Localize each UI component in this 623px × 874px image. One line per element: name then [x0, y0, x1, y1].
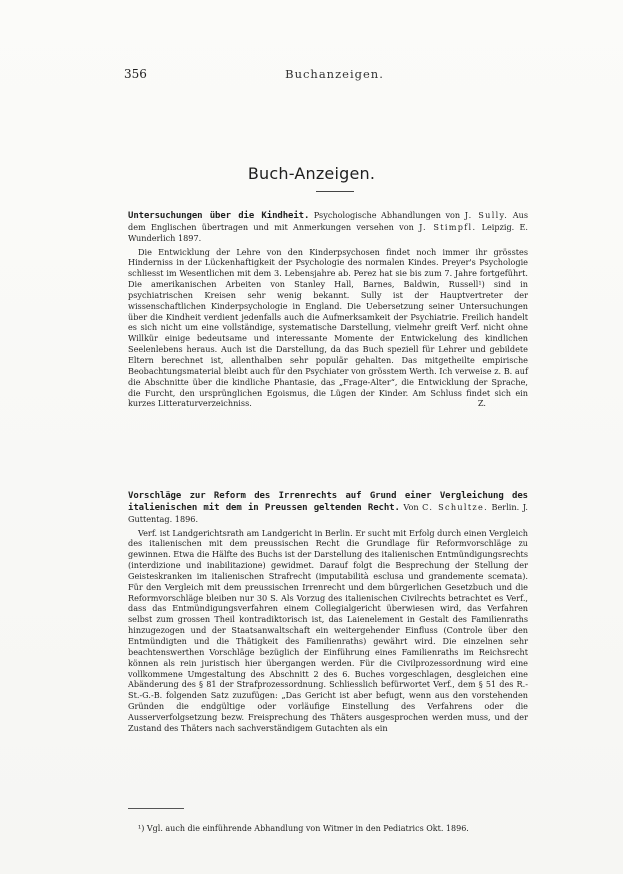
author-name: J. Sully. — [464, 210, 509, 220]
footnote-marker: ¹) — [138, 824, 145, 833]
citation-text: Aus dem Englischen übertragen und mit Anmerkungen versehen von — [128, 210, 528, 232]
reviewer-signature: Z. — [477, 398, 486, 409]
running-title: Buchanzeigen. — [285, 67, 384, 81]
review-heading — [128, 210, 528, 244]
citation-text: Psychologische Abhandlungen von — [309, 210, 465, 220]
section-title: Buch-Anzeigen. — [247, 164, 376, 183]
footnote-text: Vgl. auch die einführende Abhandlung von Witmer in den Pediatrics Okt. 1896. — [144, 824, 469, 833]
footnote-divider — [128, 808, 184, 809]
footnote — [138, 823, 528, 834]
citation-publisher: Leipzig. E. Wunderlich 1897. — [128, 221, 528, 243]
book-title: Vorschläge zur Reform des Irrenrechts auf Grund einer Vergleichung des italienischen mit dem in Preussen geltenden Recht. — [128, 491, 528, 513]
translator-name: J. Stimpfl. — [419, 221, 477, 232]
review-body: Die Entwicklung der Lehre von den Kinderpsychosen findet noch immer ihr grösstes Hinderniss in der Lückenhaftigkeit der Psychologie des normalen Kindes. Preyer's Psychologie schliesst im Wesentlichen mit dem 3. Lebensjahre ab. Perez hat sie bis zum 7. Jahre fortgeführt. Die amerikanischen Arbeiten von Stanley Hall, Barnes, Baldwin, Russell¹) sind in psychiatrischen Kreisen sehr wenig bekannt. Sully ist der Hauptvertreter der wissenschaftlichen Kinderpsychologie in England. Die Uebersetzung seiner Untersuchungen über die Kindheit verdient jedenfalls auch die Aufmerksamkeit der Psychiatrie. Freilich handelt es sich nicht um eine vollständige, systematische Darstellung, vielmehr greift Verf. nicht ohne Willkür einige bedeutsame und interessante Momente der Entwickelung des kindlichen Seelenlebens heraus. Auch ist die Darstellung, da das Buch speziell für Lehrer und gebildete Eltern berechnet ist, allenthalben sehr populär gehalten. Das mitgetheilte empirische Beobachtungsmaterial bleibt auch für den Psychiater von grösstem Werth. Ich verweise z. B. auf die Abschnitte über die kindliche Phantasie, das „Frage-Alter“, die Entwicklung der Sprache, die Furcht, den ursprünglichen Egoismus, die Lügen der Kinder. Am Schluss findet sich ein kurzes Litteraturverzeichniss. — [128, 246, 528, 409]
running-head — [124, 66, 515, 82]
citation-text: Von — [399, 501, 423, 512]
review-heading — [128, 490, 528, 525]
review-sully — [128, 210, 528, 409]
review-schultze — [128, 490, 528, 734]
title-divider — [316, 191, 354, 192]
page-number: 356 — [124, 67, 147, 81]
citation-publisher: Berlin. J. Guttentag. 1896. — [128, 501, 528, 524]
book-title: Untersuchungen über die Kindheit. — [128, 211, 310, 221]
review-body: Verf. ist Landgerichtsrath am Landgericht in Berlin. Er sucht mit Erfolg durch einen Vergleich des italienischen mit dem preussischen Recht die Grundlage für Reformvorschläge zu gewinnen. Etwa die Hälfte des Buchs ist der Darstellung des italienischen Entmündigungsrechts (interdizione und inabilitazione) gewidmet. Darauf folgt die Besprechung der Stellung der Geisteskranken im italienischen Strafrecht (imputabilità esclusa und grandemente scemata). Für den Vergleich mit dem preussischen Irrenrecht und dem bürgerlichen Gesetzbuch und die Reformvorschläge bleiben nur 30 S. Als Vorzug des italienischen Civilrechts betrachtet es Verf., dass das Entmündigungsverfahren einem Collegialgericht überwiesen wird, das Verfahren selbst zum grossen Theil kontradiktorisch ist, das Laienelement in Gestalt des Familienraths hinzugezogen und der Staatsanwaltschaft ein weitergehender Einfluss (Controle über den Entmündigten und die Thätigkeit des Familienraths) gewährt wird. Die einzelnen sehr beachtenswerthen Vorschläge bezüglich der Einführung eines Familienraths im Reichsrecht können als rein juristisch hier übergangen werden. Für die Civilprozessordnung wird eine vollkommene Umgestaltung des Abschnitt 2 des 6. Buches vorgeschlagen, desgleichen eine Abänderung des § 81 der Strafprozessordnung. Schliesslich befürwortet Verf., dem § 51 des R.-St.-G.-B. folgenden Satz zuzufügen: „Das Gericht ist aber befugt, wenn aus den vorstehenden Gründen die endgültige oder vorläufige Einstellung des Verfahrens oder die Ausserverfolgsetzung bezw. Freisprechung des Thäters ausgesprochen werden muss, und der Zustand des Thäters nach sachverständigem Gutachten als ein — [128, 527, 528, 733]
author-name: C. Schultze. — [422, 501, 488, 512]
